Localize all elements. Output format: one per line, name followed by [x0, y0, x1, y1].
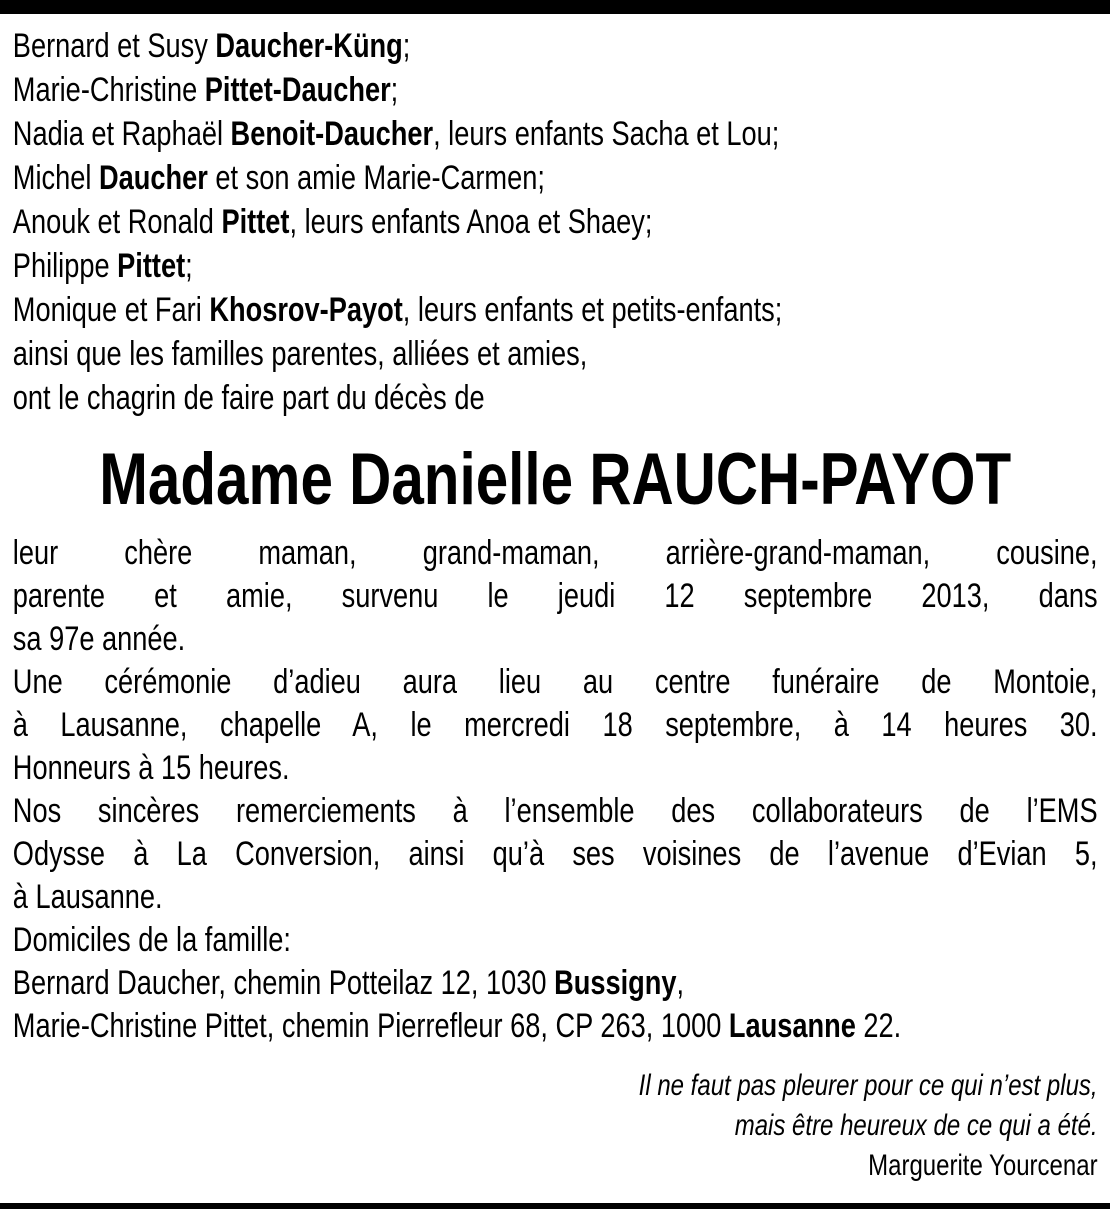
intro-line: [13, 112, 1098, 156]
address-city-bold: Lausanne: [728, 1007, 856, 1045]
family-name-bold: Daucher-Küng: [215, 27, 403, 65]
body-line: Une cérémonie d’adieu aura lieu au centre funéraire de Montoie,: [12, 663, 1098, 701]
intro-line-text: Philippe: [12, 247, 118, 285]
address-city-bold: Bussigny: [554, 964, 677, 1002]
body-line: leur chère maman, grand-maman, arrière-grand-maman, cousine,: [12, 534, 1098, 572]
intro-line: [13, 24, 1098, 68]
intro-line-text: Michel: [12, 159, 99, 197]
address-text: Marie-Christine Pittet, chemin Pierrefleur 68, CP 263, 1000: [12, 1007, 729, 1045]
intro-line-text: ;: [390, 71, 399, 109]
intro-line-text: ainsi que les familles parentes, alliées et amies,: [12, 335, 588, 373]
intro-line-text: ;: [185, 247, 193, 285]
address-text: Bernard Daucher, chemin Potteilaz 12, 1030: [12, 964, 555, 1002]
quote-attribution: Marguerite Yourcenar: [868, 1149, 1098, 1182]
body-line: Odysse à La Conversion, ainsi qu’à ses voisines de l’avenue d’Evian 5,: [12, 835, 1098, 873]
intro-line-text: Nadia et Raphaël: [12, 115, 231, 153]
body-line: Honneurs à 15 heures.: [12, 749, 290, 787]
intro-line-text: Marie-Christine: [12, 71, 205, 109]
intro-line-text: Anouk et Ronald: [12, 203, 222, 241]
intro-line-text: ont le chagrin de faire part du décès de: [12, 379, 485, 417]
address-text: 22.: [855, 1007, 902, 1045]
address-line: [13, 962, 1098, 1005]
intro-line-text: Bernard et Susy: [12, 27, 216, 65]
intro-line-text: Monique et Fari: [12, 291, 210, 329]
body-line: à Lausanne, chapelle A, le mercredi 18 septembre, à 14 heures 30.: [12, 706, 1098, 744]
notice-content: [0, 14, 1110, 1186]
family-name-bold: Pittet-Daucher: [204, 71, 391, 109]
bottom-rule: [0, 1203, 1110, 1209]
quote-line: Il ne faut pas pleurer pour ce qui n’est plus,: [638, 1069, 1098, 1102]
intro-line-text: ;: [402, 27, 411, 65]
intro-line: [13, 68, 1098, 112]
address-line: [13, 1005, 1098, 1048]
family-name-bold: Pittet: [117, 247, 186, 285]
quote-line: mais être heureux de ce qui a été.: [734, 1109, 1098, 1142]
body-line: Nos sincères remerciements à l’ensemble des collaborateurs de l’EMS: [12, 792, 1098, 830]
body-line-domiciles-label: Domiciles de la famille:: [12, 921, 291, 959]
family-intro: [13, 24, 1098, 420]
body-line: parente et amie, survenu le jeudi 12 septembre 2013, dans: [12, 577, 1098, 615]
intro-line-text: , leurs enfants Sacha et Lou;: [433, 115, 780, 153]
body-line: sa 97e année.: [12, 620, 186, 658]
memorial-quote: [13, 1066, 1098, 1186]
intro-line-text: , leurs enfants Anoa et Shaey;: [289, 203, 653, 241]
family-name-bold: Pittet: [221, 203, 290, 241]
intro-line: [13, 376, 1098, 420]
family-name-bold: Khosrov-Payot: [209, 291, 403, 329]
address-text: ,: [676, 964, 685, 1002]
intro-line-text: , leurs enfants et petits-enfants;: [402, 291, 783, 329]
family-name-bold: Daucher: [98, 159, 208, 197]
body-line: à Lausanne.: [12, 878, 163, 916]
notice-body: [13, 532, 1098, 1048]
intro-line: [13, 244, 1098, 288]
top-rule: [0, 0, 1110, 14]
intro-line: [13, 156, 1098, 200]
intro-line: [13, 332, 1098, 376]
intro-line: [13, 288, 1098, 332]
intro-line-text: et son amie Marie-Carmen;: [207, 159, 545, 197]
family-name-bold: Benoit-Daucher: [230, 115, 434, 153]
intro-line: [13, 200, 1098, 244]
deceased-name-title: Madame Danielle RAUCH-PAYOT: [99, 439, 1012, 520]
